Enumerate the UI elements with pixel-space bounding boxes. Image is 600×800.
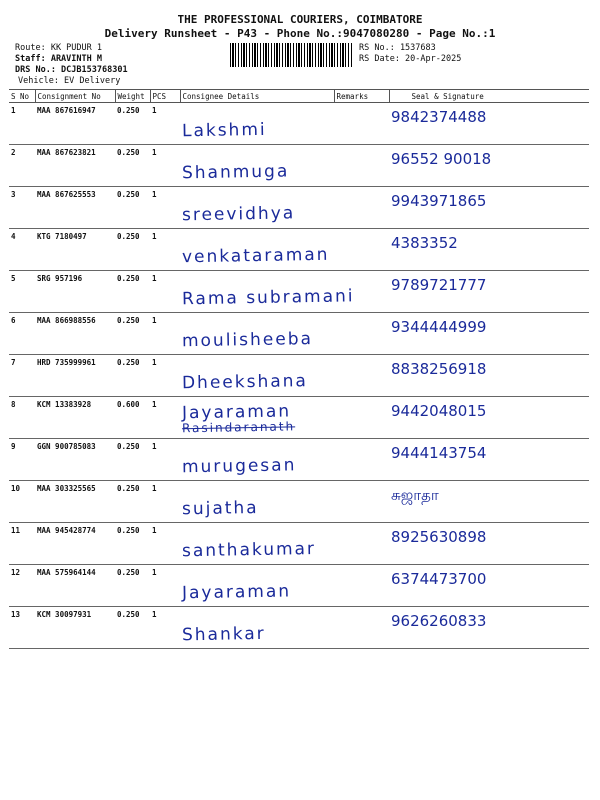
col-sno: S No xyxy=(9,90,35,103)
col-signature: Seal & Signature xyxy=(389,90,589,103)
row-signature xyxy=(389,397,589,439)
row-signature xyxy=(389,313,589,355)
row-remarks xyxy=(334,313,389,355)
signature-handwriting: 6374473700 xyxy=(391,570,487,588)
table-header-row xyxy=(9,90,589,103)
row-sno: 11 xyxy=(9,523,35,565)
table-row xyxy=(9,481,589,523)
staff-label: Staff: ARAVINTH M xyxy=(15,54,102,64)
row-weight: 0.250 xyxy=(115,607,150,649)
row-remarks xyxy=(334,481,389,523)
rs-no-label: RS No.: 1537683 xyxy=(359,43,436,53)
table-row xyxy=(9,313,589,355)
consignee-handwriting: Jayaraman xyxy=(181,401,292,424)
signature-handwriting: 9344444999 xyxy=(391,318,487,336)
row-consignment-no: MAA 866988556 xyxy=(35,313,115,355)
row-remarks xyxy=(334,439,389,481)
row-remarks xyxy=(334,607,389,649)
signature-handwriting: 96552 90018 xyxy=(391,150,492,168)
row-remarks xyxy=(334,145,389,187)
signature-handwriting: 9789721777 xyxy=(391,276,487,294)
drs-label: DRS No.: DCJB153768301 xyxy=(15,65,128,75)
row-sno: 2 xyxy=(9,145,35,187)
consignee-handwriting: sujatha xyxy=(181,497,259,520)
row-weight: 0.250 xyxy=(115,439,150,481)
row-remarks xyxy=(334,397,389,439)
row-consignment-no: KCM 30097931 xyxy=(35,607,115,649)
row-consignment-no: SRG 957196 xyxy=(35,271,115,313)
row-remarks xyxy=(334,523,389,565)
row-consignment-no: MAA 303325565 xyxy=(35,481,115,523)
consignee-handwriting: sreevidhya xyxy=(181,203,296,226)
consignee-handwriting: Rama subramani xyxy=(181,286,355,310)
vehicle-label: Vehicle: EV Delivery xyxy=(18,76,121,86)
row-consignee xyxy=(180,439,334,481)
row-weight: 0.250 xyxy=(115,481,150,523)
row-consignment-no: MAA 945428774 xyxy=(35,523,115,565)
barcode xyxy=(230,43,352,67)
row-pcs: 1 xyxy=(150,145,180,187)
runsheet-subtitle: Delivery Runsheet - P43 - Phone No.:9047080280 - Page No.:1 xyxy=(104,27,496,40)
row-signature xyxy=(389,145,589,187)
consignee-handwriting: venkataraman xyxy=(181,244,330,268)
runsheet-table xyxy=(9,89,589,649)
rs-date-label: RS Date: 20-Apr-2025 xyxy=(359,54,462,64)
row-pcs: 1 xyxy=(150,481,180,523)
consignee-handwriting: murugesan xyxy=(181,455,297,478)
table-row xyxy=(9,607,589,649)
row-pcs: 1 xyxy=(150,397,180,439)
row-consignment-no: KCM 13383928 xyxy=(35,397,115,439)
row-signature xyxy=(389,355,589,397)
row-consignee xyxy=(180,145,334,187)
row-consignee xyxy=(180,103,334,145)
row-pcs: 1 xyxy=(150,355,180,397)
row-weight: 0.250 xyxy=(115,187,150,229)
row-consignment-no: MAA 867623821 xyxy=(35,145,115,187)
consignee-handwriting: Dheekshana xyxy=(181,371,309,394)
row-consignee xyxy=(180,355,334,397)
row-pcs: 1 xyxy=(150,229,180,271)
row-sno: 7 xyxy=(9,355,35,397)
row-weight: 0.250 xyxy=(115,565,150,607)
row-consignment-no: MAA 867625553 xyxy=(35,187,115,229)
table-row xyxy=(9,397,589,439)
row-consignee xyxy=(180,607,334,649)
signature-handwriting: 9626260833 xyxy=(391,612,487,630)
row-consignee xyxy=(180,481,334,523)
row-pcs: 1 xyxy=(150,313,180,355)
row-weight: 0.250 xyxy=(115,355,150,397)
col-weight: Weight xyxy=(115,90,150,103)
row-pcs: 1 xyxy=(150,523,180,565)
row-sno: 6 xyxy=(9,313,35,355)
row-pcs: 1 xyxy=(150,607,180,649)
row-consignment-no: MAA 867616947 xyxy=(35,103,115,145)
route-label: Route: KK PUDUR 1 xyxy=(15,43,102,53)
consignee-handwriting: Shankar xyxy=(181,623,266,646)
row-sno: 9 xyxy=(9,439,35,481)
row-sno: 10 xyxy=(9,481,35,523)
row-weight: 0.250 xyxy=(115,145,150,187)
row-consignee xyxy=(180,397,334,439)
table-row xyxy=(9,103,589,145)
row-pcs: 1 xyxy=(150,439,180,481)
row-pcs: 1 xyxy=(150,187,180,229)
signature-handwriting: சுஜாதா xyxy=(391,486,439,504)
row-weight: 0.250 xyxy=(115,229,150,271)
row-sno: 5 xyxy=(9,271,35,313)
col-consignment: Consignment No xyxy=(35,90,115,103)
row-consignment-no: GGN 900785083 xyxy=(35,439,115,481)
row-remarks xyxy=(334,355,389,397)
row-weight: 0.250 xyxy=(115,103,150,145)
consignee-handwriting: moulisheeba xyxy=(181,329,314,352)
col-remarks: Remarks xyxy=(334,90,389,103)
row-consignee xyxy=(180,229,334,271)
row-signature xyxy=(389,439,589,481)
row-sno: 1 xyxy=(9,103,35,145)
table-row xyxy=(9,439,589,481)
row-consignment-no: HRD 735999961 xyxy=(35,355,115,397)
row-sno: 4 xyxy=(9,229,35,271)
row-consignee xyxy=(180,313,334,355)
table-row xyxy=(9,187,589,229)
row-consignee xyxy=(180,187,334,229)
signature-handwriting: 4383352 xyxy=(391,234,458,252)
signature-handwriting: 9444143754 xyxy=(391,444,487,462)
consignee-handwriting: Jayaraman xyxy=(181,581,292,604)
row-remarks xyxy=(334,565,389,607)
row-weight: 0.250 xyxy=(115,313,150,355)
row-consignment-no: KTG 7180497 xyxy=(35,229,115,271)
row-sno: 8 xyxy=(9,397,35,439)
row-remarks xyxy=(334,187,389,229)
row-signature xyxy=(389,271,589,313)
table-row xyxy=(9,565,589,607)
table-row xyxy=(9,145,589,187)
row-signature xyxy=(389,565,589,607)
row-consignment-no: MAA 575964144 xyxy=(35,565,115,607)
consignee-handwriting: Lakshmi xyxy=(181,119,267,142)
consignee-handwriting: santhakumar xyxy=(181,538,317,562)
row-signature xyxy=(389,187,589,229)
row-pcs: 1 xyxy=(150,565,180,607)
consignee-handwriting: Shanmuga xyxy=(181,161,290,184)
table-row xyxy=(9,523,589,565)
row-signature xyxy=(389,607,589,649)
row-pcs: 1 xyxy=(150,271,180,313)
row-consignee xyxy=(180,565,334,607)
row-signature xyxy=(389,481,589,523)
col-consignee: Consignee Details xyxy=(180,90,334,103)
col-pcs: PCS xyxy=(150,90,180,103)
row-sno: 13 xyxy=(9,607,35,649)
table-row xyxy=(9,355,589,397)
table-row xyxy=(9,271,589,313)
row-pcs: 1 xyxy=(150,103,180,145)
row-weight: 0.250 xyxy=(115,523,150,565)
row-consignee xyxy=(180,271,355,313)
signature-handwriting: 9943971865 xyxy=(391,192,487,210)
row-remarks xyxy=(334,103,389,145)
runsheet-title: THE PROFESSIONAL COURIERS, COIMBATORE xyxy=(177,13,423,26)
signature-handwriting: 9442048015 xyxy=(391,402,487,420)
struck-consignee: Rasindaranath xyxy=(181,419,296,436)
row-consignee xyxy=(180,523,334,565)
row-signature xyxy=(389,103,589,145)
row-weight: 0.600 xyxy=(115,397,150,439)
row-sno: 3 xyxy=(9,187,35,229)
row-signature xyxy=(389,523,589,565)
row-weight: 0.250 xyxy=(115,271,150,313)
row-signature xyxy=(389,229,589,271)
signature-handwriting: 8925630898 xyxy=(391,528,487,546)
signature-handwriting: 8838256918 xyxy=(391,360,487,378)
signature-handwriting: 9842374488 xyxy=(391,108,487,126)
row-sno: 12 xyxy=(9,565,35,607)
row-remarks xyxy=(334,229,389,271)
table-row xyxy=(9,229,589,271)
